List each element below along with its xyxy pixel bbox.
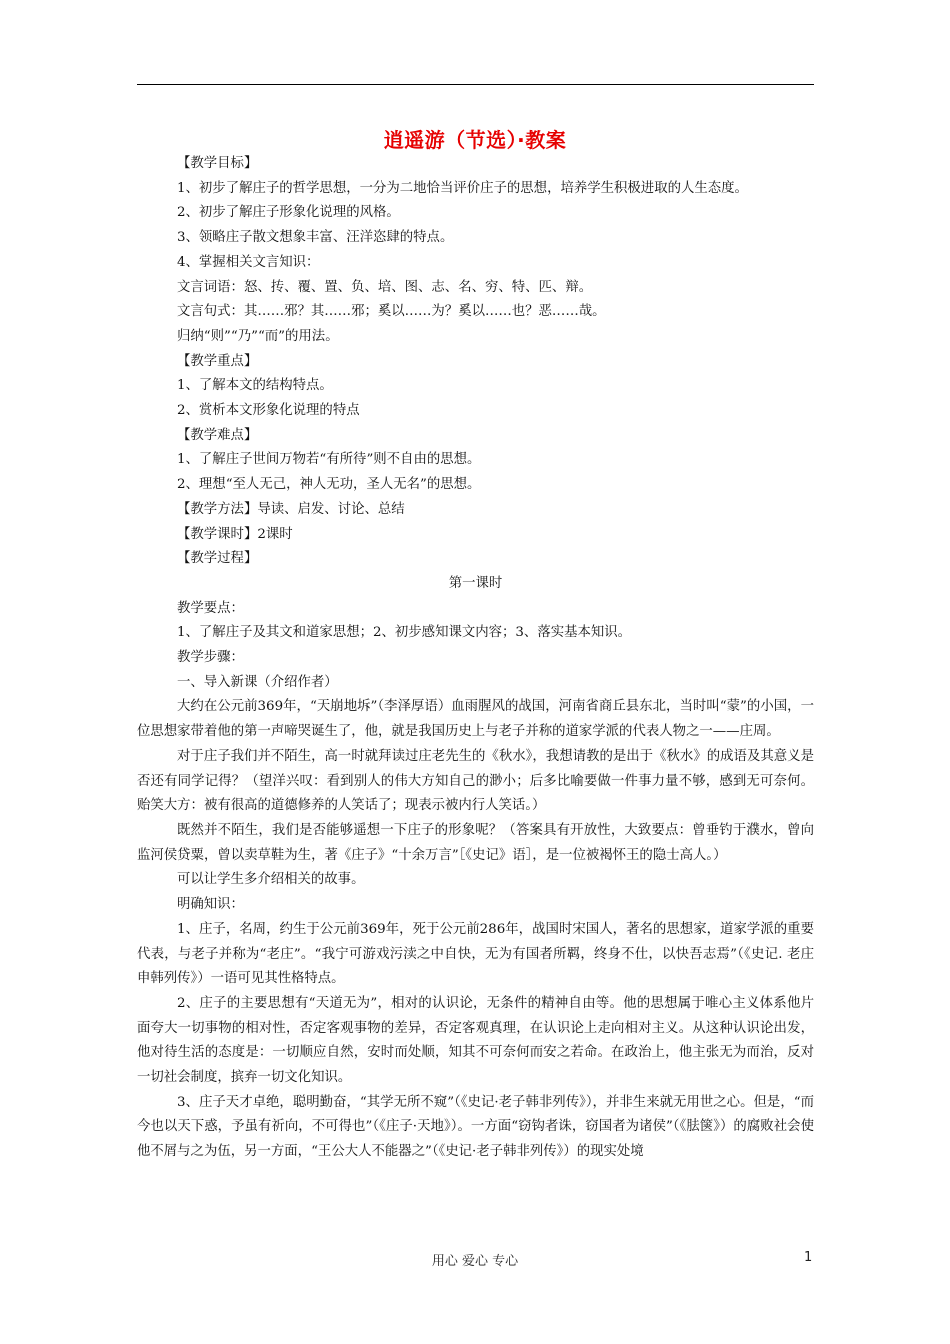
paragraph-text: 1、庄子，名周，约生于公元前369年，死于公元前286年，战国时宋国人，著名的思想家，道家学派的重要代表，与老子并称为“老庄”。“我宁可游戏污渎之中自快，无为有国者所羁，终身不仕，以快吾志焉”（《史记. 老庄申韩列传》）一语可见其性格特点。: [137, 921, 814, 987]
section-heading-difficulty: 【教学难点】: [177, 427, 258, 443]
paragraph-text: 大约在公元前369年，“天崩地坼”（李泽厚语）血雨腥风的战国，河南省商丘县东北，当时叫“蒙”的小国，一位思想家带着他的第一声啼哭诞生了，他，就是我国历史上与老子并称的道家学派的代表人物之一——庄周。: [137, 699, 814, 740]
page-title: 逍遥游（节选）·教案: [383, 128, 567, 152]
text-line: 一、导入新课（介绍作者）: [177, 674, 338, 690]
paragraph-text: 对于庄子我们并不陌生，高一时就拜读过庄老先生的《秋水》，我想请教的是出于《秋水》的成语及其意义是否还有同学记得？（望洋兴叹：看到别人的伟大方知自己的渺小；后多比喻要做一件事力量不够，感到无可奈何。贻笑大方：被有很高的道德修养的人笑话了；现表示被内行人笑话。）: [137, 748, 814, 814]
paragraph: [137, 745, 814, 819]
paragraph: [137, 695, 814, 744]
header-rule: [137, 84, 814, 85]
section-heading-focus: 【教学重点】: [177, 353, 258, 369]
section-heading-method: 【教学方法】导读、启发、讨论、总结: [177, 501, 405, 517]
text-line: 1、初步了解庄子的哲学思想，一分为二地恰当评价庄子的思想，培养学生积极进取的人生态度。: [177, 180, 748, 196]
text-line: 1、了解庄子及其文和道家思想；2、初步感知课文内容；3、落实基本知识。: [177, 625, 632, 641]
text-line: 文言句式：其……邪？其……邪；奚以……为？奚以……也？恶……哉。: [177, 304, 606, 320]
page-footer: 用心 爱心 专心: [431, 1254, 519, 1269]
page-number: 1: [804, 1250, 813, 1265]
text-line: 2、理想“至人无己，神人无功，圣人无名”的思想。: [177, 477, 481, 493]
paragraph: [137, 992, 814, 1091]
section-heading-goals: 【教学目标】: [177, 156, 258, 171]
section-heading-process: 【教学过程】: [177, 551, 258, 567]
paragraph: [137, 819, 814, 868]
text-line: 2、赏析本文形象化说理的特点: [177, 403, 360, 419]
text-line: 教学要点：: [177, 600, 244, 616]
text-line: 4、掌握相关文言知识：: [177, 254, 320, 270]
document-body: [137, 152, 814, 1165]
text-line: 归纳“则”“乃”“而”的用法。: [177, 328, 339, 344]
text-line: 教学步骤：: [177, 650, 244, 666]
paragraph-text: 既然并不陌生，我们是否能够遥想一下庄子的形象呢？（答案具有开放性，大致要点：曾垂钓于濮水，曾向监河侯贷粟，曾以卖草鞋为生，著《庄子》“十余万言”［《史记》语］，是一位被褐怀王的隐士高人。）: [137, 822, 814, 863]
text-line: 明确知识：: [177, 897, 244, 913]
paragraph-text: 3、庄子天才卓绝，聪明勤奋，“其学无所不窥”（《史记·老子韩非列传》），并非生来就无用世之心。但是，“而今也以天下惑，予虽有祈向，不可得也”（《庄子·天地》）。一方面“窃钩者诛，窃国者为诸侯”（《胠箧》）的腐败社会使他不屑与之为伍，另一方面，“王公大人不能器之”（《史记·老子韩非列传》）的现实处境: [137, 1094, 814, 1160]
lesson-heading: 第一课时: [448, 575, 503, 591]
text-line: 可以让学生多介绍相关的故事。: [177, 872, 365, 888]
text-line: 1、了解庄子世间万物若“有所待”则不自由的思想。: [177, 452, 481, 468]
paragraph: [137, 918, 814, 992]
paragraph-text: 2、庄子的主要思想有“天道无为”，相对的认识论，无条件的精神自由等。他的思想属于唯心主义体系他片面夸大一切事物的相对性，否定客观事物的差异，否定客观真理，在认识论上走向相对主义。从这种认识论出发，他对待生活的态度是：一切顺应自然，安时而处顺，知其不可奈何而安之若命。在政治上，他主张无为而治，反对一切社会制度，摈弃一切文化知识。: [137, 995, 814, 1086]
text-line: 1、了解本文的结构特点。: [177, 378, 333, 394]
section-heading-hours: 【教学课时】2课时: [177, 526, 293, 542]
text-line: 3、领略庄子散文想象丰富、汪洋恣肆的特点。: [177, 230, 454, 246]
paragraph: [137, 1091, 814, 1165]
text-line: 2、初步了解庄子形象化说理的风格。: [177, 205, 400, 221]
text-line: 文言词语：怒、抟、覆、置、负、培、图、志、名、穷、特、匹、辩。: [177, 279, 593, 295]
